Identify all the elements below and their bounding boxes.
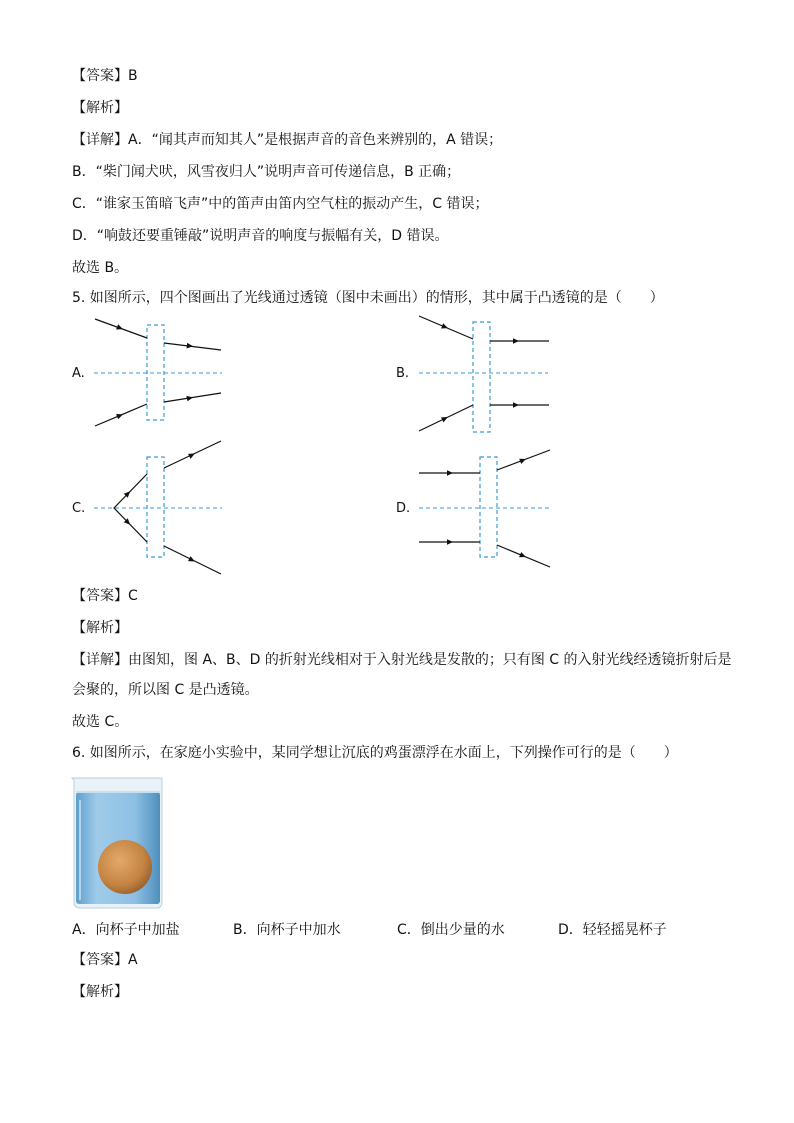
- refracted-ray: [164, 343, 221, 350]
- answer-tag: 【 答案 】: [72, 952, 128, 968]
- detail-line-q5-2: 会聚的，所以图 C 是凸透镜。: [72, 682, 259, 698]
- incident-ray: [419, 316, 473, 339]
- question-6-stem: 6. 如图所示，在家庭小实验中，某同学想让沉底的鸡蛋漂浮在水面上，下列操作可行的是（ ）: [72, 745, 678, 761]
- answer-tag: 【 答案 】: [72, 588, 128, 604]
- ray-arrow: [192, 560, 193, 561]
- detail-text-q5-1: 由图知，图 A、B、D 的折射光线相对于入射光线是发散的；只有图 C 的入射光线经透镜折射后是: [128, 652, 732, 668]
- beaker-with-egg: [72, 778, 162, 908]
- lens-box: [147, 325, 164, 420]
- lens-box: [480, 457, 497, 557]
- conclusion-q4: 故选 B。: [72, 260, 129, 276]
- figure-c: [94, 441, 222, 574]
- detail-tag: 【 详解 】: [72, 132, 128, 148]
- analysis-tag: 【 解析 】: [72, 984, 128, 1000]
- detail-line-d: D．“响鼓还要重锤敲”说明声音的响度与振幅有关，D 错误。: [72, 228, 449, 244]
- analysis-line-q5: [72, 618, 128, 638]
- ray-arrow: [192, 455, 193, 456]
- incident-ray: [95, 404, 147, 426]
- detail-tag: 【 详解 】: [72, 652, 128, 668]
- answer-value: C: [128, 588, 138, 604]
- analysis-line-q6: [72, 982, 128, 1002]
- figure-label-c: C.: [72, 501, 86, 516]
- refracted-ray: [164, 393, 221, 402]
- option-b: B．向杯子中加水: [233, 922, 341, 938]
- lens-box: [147, 457, 164, 557]
- detail-line-q5-1: [72, 650, 732, 670]
- analysis-tag: 【 解析 】: [72, 620, 128, 636]
- figure-a: [94, 319, 222, 426]
- ray-arrow: [128, 493, 129, 494]
- answer-line-q6: [72, 950, 138, 970]
- figure-d: [419, 450, 552, 567]
- detail-line-b: B．“柴门闻犬吠，风雪夜归人”说明声音可传递信息，B 正确；: [72, 164, 461, 180]
- figure-label-b: B.: [396, 366, 410, 381]
- egg: [98, 840, 152, 894]
- conclusion-q5: 故选 C。: [72, 714, 129, 730]
- analysis-tag: 【 解析 】: [72, 100, 128, 116]
- incident-ray: [95, 319, 147, 338]
- figure-label-a: A.: [72, 366, 85, 381]
- option-c: C．倒出少量的水: [397, 922, 505, 938]
- answer-value: B: [128, 68, 138, 84]
- detail-line-c: C．“谁家玉笛暗飞声”中的笛声由笛内空气柱的振动产生，C 错误；: [72, 196, 489, 212]
- answer-tag: 【 答案 】: [72, 68, 128, 84]
- figure-label-d: D.: [396, 501, 411, 516]
- lens-box: [473, 322, 490, 432]
- answer-line-q5: [72, 586, 138, 606]
- ray-arrow: [445, 418, 446, 419]
- question-5-stem: 5. 如图所示，四个图画出了光线通过透镜（图中未画出）的情形，其中属于凸透镜的是（ ）: [72, 290, 664, 306]
- ray-arrow: [128, 523, 129, 524]
- answer-value: A: [128, 952, 138, 968]
- option-a: A．向杯子中加盐: [72, 922, 180, 938]
- option-d: D．轻轻摇晃杯子: [558, 922, 667, 938]
- figure-b: [419, 316, 549, 432]
- detail-text-a: A．“闻其声而知其人”是根据声音的音色来辨别的，A 错误；: [128, 132, 503, 148]
